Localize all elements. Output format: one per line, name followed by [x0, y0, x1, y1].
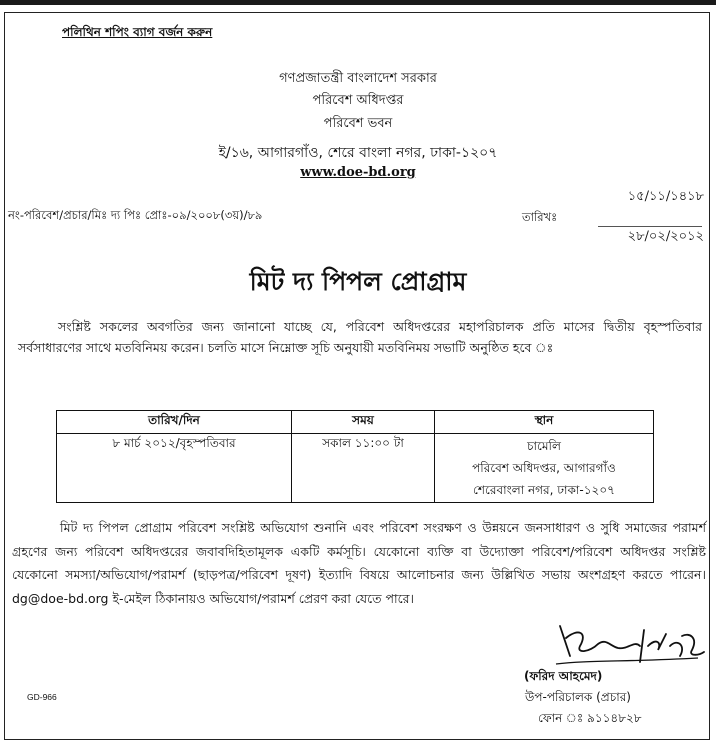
table-row — [57, 434, 654, 503]
place-line-3: শেরেবাংলা নগর, ঢাকা-১২০৭ — [473, 483, 615, 497]
schedule-header-row — [57, 411, 654, 434]
col-header-time: সময় — [292, 411, 435, 434]
website-link[interactable]: www.doe-bd.org — [300, 165, 416, 180]
schedule-table — [56, 410, 654, 503]
top-border-bar — [0, 0, 716, 5]
col-header-date: তারিখ/দিন — [57, 411, 292, 434]
cell-time: সকাল ১১:০০ টা — [292, 434, 435, 503]
intro-paragraph: সংশ্লিষ্ট সকলের অবগতির জন্য জানানো যাচ্ছে যে, পরিবেশ অধিদপ্তরের মহাপরিচালক প্রতি মাসের দ্বিতীয় বৃহস্পতিবার সর্বসাধারণের সাথে মতবিনিময় করেন। চলতি মাসে নিম্নোক্ত সূচি অনুযায়ী মতবিনিময় সভাটি অনুষ্ঠিত হবে ঃ — [18, 319, 702, 355]
header-address: ই/১৬, আগারগাঁও, শেরে বাংলা নগর, ঢাকা-১২০৭ — [218, 145, 498, 161]
place-line-2: পরিবেশ অধিদপ্তর, আগারগাঁও — [472, 461, 616, 475]
cell-date: ৮ মার্চ ২০১২/বৃহস্পতিবার — [57, 434, 292, 503]
body-paragraph: মিট দ্য পিপল প্রোগ্রাম পরিবেশ সংশ্লিষ্ট অভিযোগ শুনানি এবং পরিবেশ সংরক্ষণ ও উন্নয়নে জনসাধারণ ও সুধি সমাজের পরামর্শ গ্রহণের জন্য পরিবেশ অধিদপ্তরের জবাবদিহিতামূলক একটি কর্মসূচি। যেকোনো ব্যক্তি বা উদ্যোক্তা পরিবেশ/পরিবেশ অধিদপ্তর সংশ্লিষ্ট যেকোনো সমস্যা/অভিযোগ/পরামর্শ (ছাড়পত্র/পরিবেশ দূষণ) ইত্যাদি বিষয়ে আলোচনার জন্য উল্লিখিত সভায় অংশগ্রহণ করতে পারেন। dg@doe-bd.org ই-মেইল ঠিকানায়ও অভিযোগ/পরামর্শ প্রেরণ করা যেতে পারে। — [12, 520, 706, 606]
signature-stroke — [560, 626, 704, 662]
handwritten-signature — [548, 616, 708, 672]
signatory-name: (ফরিদ আহমেদ) — [524, 669, 603, 683]
signature-underline — [556, 658, 698, 664]
memo-number: নং-পরিবেশ/প্রচার/মিঃ দ্য পিঃ প্রোঃ-০৯/২০০৮(৩য়)/৮৯ — [8, 208, 263, 222]
date-english: ২৮/০২/২০১২ — [627, 229, 704, 244]
place-line-1: চামেলি — [527, 439, 561, 453]
header-website-wrap — [0, 165, 716, 180]
date-label: তারিখঃ — [522, 210, 558, 224]
col-header-place: স্থান — [435, 411, 654, 434]
cell-place — [435, 434, 654, 503]
page-title: মিট দ্য পিপল প্রোগ্রাম — [249, 267, 467, 296]
header-government: গণপ্রজাতন্ত্রী বাংলাদেশ সরকার — [279, 71, 437, 86]
header-building: পরিবেশ ভবন — [323, 116, 393, 131]
footer-code: GD-966 — [27, 692, 57, 702]
signatory-designation: উপ-পরিচালক (প্রচার) — [525, 690, 631, 704]
header-department: পরিবেশ অধিদপ্তর — [312, 93, 404, 108]
signatory-phone: ফোন ঃ ৯১১৪৮২৮ — [538, 711, 642, 725]
polythene-banner: পলিথিন শপিং ব্যাগ বর্জন করুন — [62, 25, 213, 39]
date-bengali: ১৫/১১/১৪১৮ — [627, 189, 704, 204]
